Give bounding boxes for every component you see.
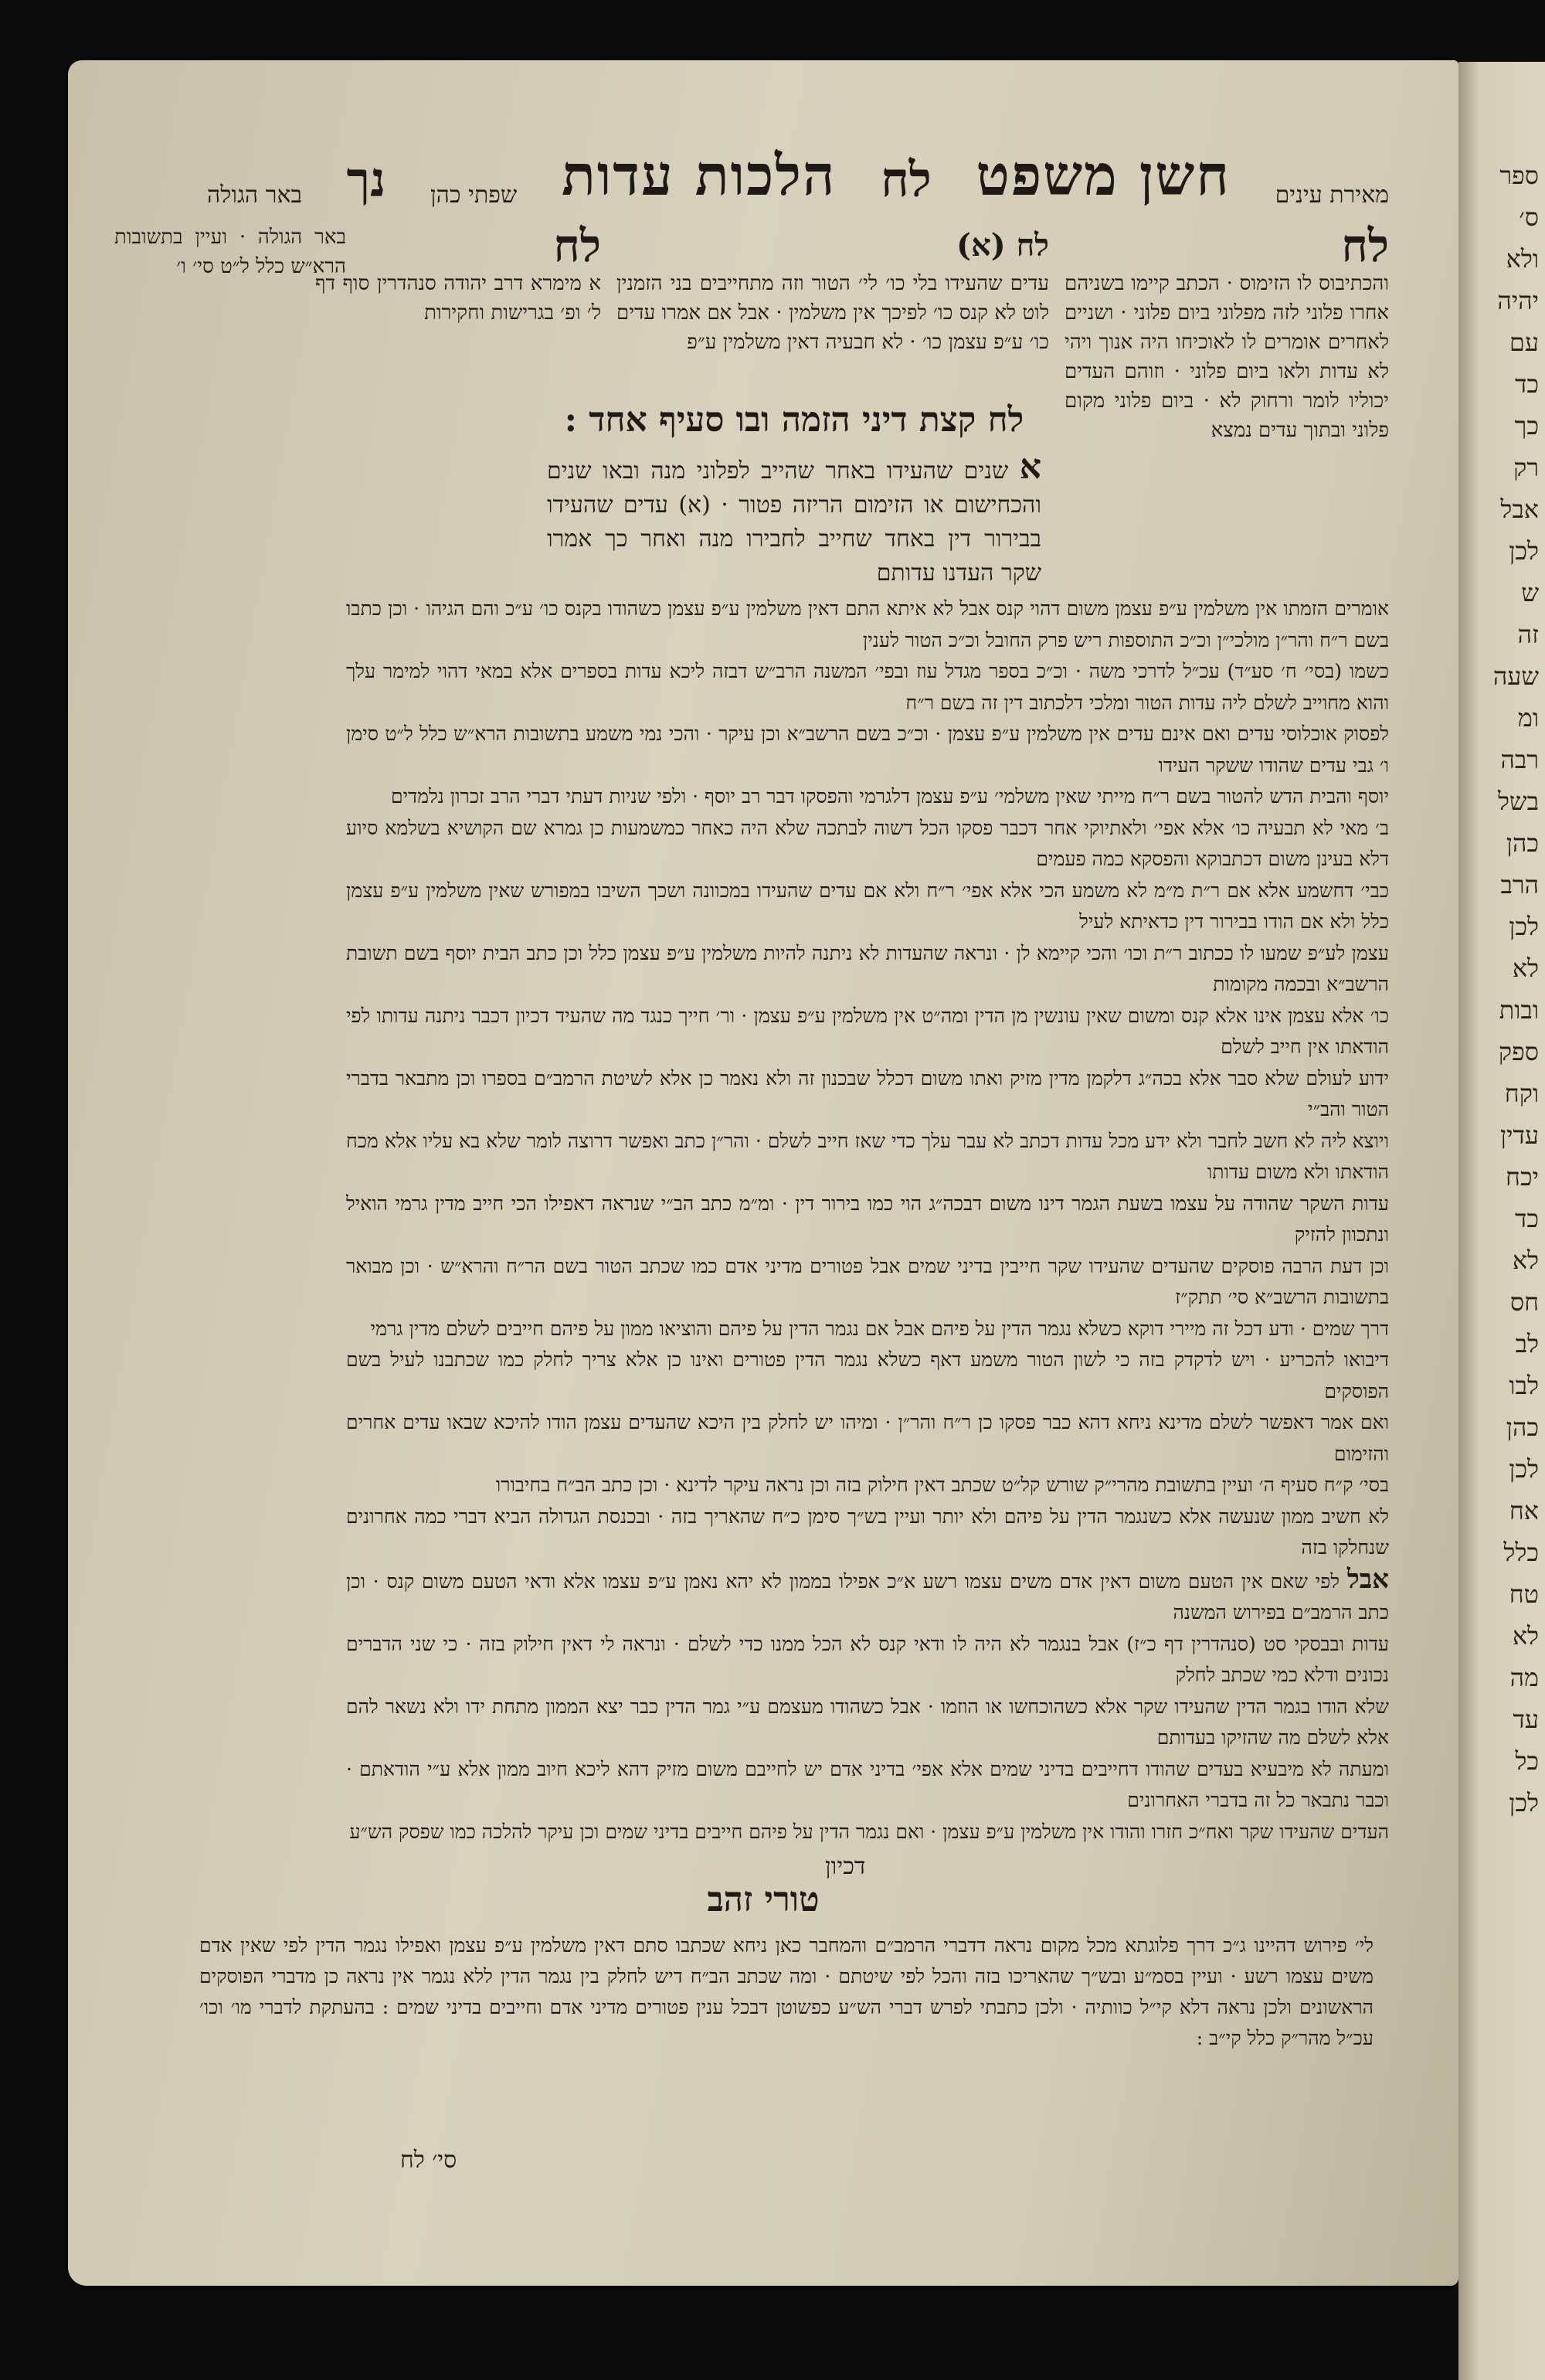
adjacent-page-fragment: לכן (1509, 536, 1539, 566)
main-paragraph: ואם אמר דאפשר לשלם מדינא ניחא דהא כבר פסקו כן ר״ח והר״ן · ומיהו יש לחלק בין היכא שהעדים עצמן הודו להיכא שבאו עדים אחרים והזימום (346, 1411, 1389, 1465)
law-letter: א (1019, 447, 1041, 487)
adjacent-page-fragment: הרב (1500, 870, 1539, 899)
lower-paragraph: עדות ובבסקי סט (סנהדרין דף כ״ז) אבל בנגמר לא היה לו ודאי קנס לא הכל ממנו כדי לשלם · ונראה לי דאין חילוק בזה · כי שני הדברים נכונים ודלא כמי שכתב לחלק (346, 1632, 1389, 1686)
adjacent-page-fragment: לכן (1509, 1454, 1539, 1484)
law-body: שנים שהעידו באחר שהייב לפלוני מנה ובאו שנים והכחישום או הזימום הריזה פטור · (א) עדים שהעידו בבירור דין באחד שחייב לחבירו מנה ואחר כך אמרו שקר העדנו עדותם (547, 457, 1041, 586)
aval-paragraph (346, 1564, 1389, 1629)
adjacent-page-fragment: לכן (1509, 912, 1539, 941)
header-title-main: חשן משפט (976, 142, 1231, 208)
adjacent-page-fragment: לבו (1509, 1371, 1539, 1400)
adjacent-page-fragment: וקח (1504, 1079, 1539, 1108)
taz-end: בהעתקת לדברי מו׳ וכו׳ עכ״ל מהר״ק כלל קי״ב : (199, 1996, 1374, 2049)
adjacent-page-fragment: רק (1513, 453, 1539, 482)
lower-paragraph: ומעתה לא מיבעיא בעדים שהודו דחייבים בדיני שמים אלא אפי׳ בדיני אדם יש לחייבם משום מזיק דהא ליכא חיוב ממון אלא ע״י הודאתם · וכבר נתבאר כל זה בדברי האחרונים (346, 1757, 1389, 1811)
main-paragraph: אומרים הזמתו אין משלמין ע״פ עצמן משום דהוי קנס אבל לא איתא התם דאין משלמין ע״פ עצמן כשהודו בקנס כו׳ ע״כ והם הגיהו · וכן כתבו בשם ר״ח והר״ן מולכי״ן וכ״כ התוספות ריש פרק החובל וכ״כ הטור לענין (346, 597, 1389, 651)
taz-body: לי׳ פירוש דהיינו ג״כ דרך פלוגתא מכל מקום נראה דדברי הרמב״ם והמחבר כאן ניחא שכתבו סתם דאין משלמין ע״פ עצמן ואפילו נגמר הדין לפי שאין אדם משים עצמו רשע · ועיין בסמ״ע ובש״ך שהאריכו בזה והכל לפי שיטתם · ומה שכתב הב״ח דיש לחלק בין נגמר הדין ללא נגמר אין נראה כן מדברי הפוסקים הראשונים ולכן נראה דלא קי״ל כוותיה · ולכן כתבתי לפרש דברי הש״ע כפשוטן דבכל ענין פטורים מדיני אדם וחייבים בדיני שמים : (199, 1934, 1374, 2018)
adjacent-page-fragment: ספר (1499, 161, 1539, 190)
adjacent-page-fragment: כל (1515, 1746, 1539, 1776)
main-paragraph: ויוצא ליה לא חשב לחבר ולא ידע מכל עדות דכתב לא עבר עלך כדי שאז חייב לשלם · והר״ן כתב ואפשר דרוצה לומר שלא בא עליו אלא מכח הודאתו ולא משום עדותו (346, 1129, 1389, 1183)
column-text-far: באר הגולה · ועיין בתשובות הרא״ש כלל ל״ט סי׳ ו׳ (114, 226, 346, 278)
aval-keyword: אבל (1346, 1563, 1389, 1595)
column-shach (616, 223, 1049, 362)
adjacent-page-fragment: יהיה (1497, 286, 1539, 315)
adjacent-page-fragment: ס׳ (1519, 202, 1539, 232)
section-title: לח קצת דיני הזמה ובו סעיף אחד : (564, 400, 1024, 440)
adjacent-page-fragment: אח (1509, 1496, 1539, 1525)
siman-mark-left: לח (553, 219, 601, 272)
main-paragraph: וכן דעת הרבה פוסקים שהעדים שהעידו שקר חייבין בדיני שמים אבל פטורים מדיני אדם כמו שכתב הטור בשם הר״ח והרא״ש · וכן מבואר בתשובות הרשב״א סי׳ תתק״ז (346, 1254, 1389, 1308)
adjacent-page-fragment: ש (1521, 578, 1539, 607)
adjacent-page-fragment: לא (1512, 1621, 1539, 1651)
column-text-left: א מימרא דרב יהודה סנהדרין סוף דף ל׳ ופ׳ בגרישות וחקירות (315, 272, 601, 325)
main-commentary (346, 593, 1389, 1848)
adjacent-page-fragment: כהן (1506, 1413, 1539, 1442)
siman-mark-center: לח (א) (956, 227, 1049, 264)
running-header (207, 124, 1389, 209)
header-siman: לח (881, 151, 932, 208)
adjacent-page-fragment: טח (1509, 1579, 1539, 1609)
adjacent-page-fragment: ספק (1498, 1037, 1539, 1066)
catchword-upper: דכיון (825, 1853, 866, 1880)
adjacent-page-fragment: עם (1509, 328, 1539, 357)
aval-text: לפי שאם אין הטעם משום דאין אדם משים עצמו רשע א״כ אפילו בממון לא יהא נאמן ע״פ עצמו אלא ודאי הטעם משום קנס · וכן כתב הרמב״ם בפירוש המשנה (346, 1569, 1389, 1624)
header-right-label (1275, 182, 1389, 209)
header-meirat-einayim: מאירת עינים (1275, 182, 1389, 209)
adjacent-page-fragment: מה (1509, 1663, 1539, 1692)
main-paragraph: דרך שמים · ודע דכל זה מיירי דוקא כשלא נגמר הדין על פיהם אבל אם נגמר הדין על פיהם והוציאו ממון על פיהם חייבים לשלם מדין גרמי (370, 1317, 1389, 1340)
main-paragraph: כו׳ אלא עצמן אינו אלא קנס ומשום שאין עונשין מן הדין ומה״ט אין משלמין ע״פ עצמן · ור׳ חייך כנגד מה שהעיד דכיון דכבר ניתנה עדותו לפי הודאתו אין חייב לשלם (346, 1004, 1389, 1058)
adjacent-page-fragment: עד (1513, 1705, 1539, 1734)
adjacent-page-edge (1458, 62, 1545, 2380)
main-paragraph: ידוע לעולם שלא סבר אלא בכה״ג דלקמן מדין מזיק ואתו משום דכלל שבכנון זה ולא נאמר כן אלא לשיטת הרמב״ם בספרו וכן מתבאר בדברי הטור והב״י (346, 1066, 1389, 1120)
main-paragraph: בסי׳ ק״ח סעיף ה׳ ועיין בתשובת מהרי״ק שורש קל״ט שכתב דאין חילוק בזה וכן נראה עיקר לדינא · וכן כתב הב״ח בחיבורו (495, 1474, 1389, 1496)
adjacent-page-fragment: רבה (1500, 745, 1539, 774)
main-paragraph: לפסוק אוכלוסי עדים ואם אינם עדים אין משלמין ע״פ עצמן · וכ״כ בשם הרשב״א וכן עיקר · והכי נמי משמע בתשובות הרא״ש כלל ל״ט סימן ו׳ גבי עדים שהודו ששקר העידו (346, 722, 1389, 777)
adjacent-page-fragment: ובות (1499, 995, 1539, 1025)
main-paragraph: כבי׳ דחשמע אלא אם ר״ת מ״מ לא משמע הכי אלא אפי׳ ר״ח ולא אם עדים שהעידו במכוונה ושכך השיבו במפורש שאין משלמין ע״פ עצמן כלל ולא אם הודו בבירור דין כדאיתא לעיל (346, 879, 1389, 933)
main-paragraph: יוסף והבית הדש להטור בשם ר״ח מייתי שאין משלמי׳ ע״פ עצמן דלגרמי והפסקו דבר רב יוסף · ולפי שניות דעתי דברי הרב זכרון נלמדים (391, 785, 1389, 808)
taz-text (199, 1930, 1374, 2054)
adjacent-page-fragment: לב (1515, 1329, 1539, 1358)
adjacent-page-fragment: ומ (1517, 703, 1539, 733)
main-paragraph: עצמן לע״פ שמעו לו ככתוב ר״ת וכו׳ והכי קיימא לן · ונראה שהעדות לא ניתנה להיות משלמין ע״פ עצמן כלל וכן כתב הבית יוסף בשם תשובת הרשב״א ובכמה מקומות (346, 941, 1389, 995)
adjacent-page-fragment: ולא (1506, 244, 1539, 274)
adjacent-page-fragment: לכן (1509, 1788, 1539, 1817)
adjacent-page-fragment: בשל (1497, 787, 1539, 816)
adjacent-page-fragment: כך (1514, 411, 1539, 440)
lower-paragraph: שלא הודו בגמר הדין שהעידו שקר אלא כשהוכחשו או הוזמו · אבל כשהודו מעצמם ע״י גמר הדין כבר יצא הממון מתחת ידו ולא נשאר להם אלא לשלם מה שהזיקו בעדותם (346, 1695, 1389, 1749)
adjacent-page-fragment: חס (1509, 1287, 1539, 1317)
footer-signature: סי׳ לח (400, 2147, 457, 2174)
column-text-right: והכתיבוס לו הזימוס · הכתב קיימו בשניהם אחרו פלוני לזה מפלוני ביום פלוני · ושניים לאחרים אומרים לו לאוכיחו היה אנוך ויהי לא עדות ולאו ביום פלוני · וזוהם העדים יכוליו לומר ורחוק לא · ביום פלוני מקום פלוני ובתוך עדים נמצא (1065, 272, 1389, 442)
header-halachot: הלכות עדות (561, 142, 837, 208)
column-text-center: עדים שהעידו בלי כו׳ לי׳ הטור וזה מתחייבים בני הזמנין לוט לא קנס כו׳ לפיכך אין משלמין · אבל אם אמרו עדים כו׳ ע״פ עצמן כו׳ · לא חבעיה דאין משלמין ע״פ (616, 272, 1049, 354)
lower-paragraph: העדים שהעידו שקר ואח״כ חזרו והודו אין משלמין ע״פ עצמן · ואם נגמר הדין על פיהם חייבים בדיני שמים וכן עיקר להלכה כמו שפסק הש״ע (349, 1820, 1389, 1843)
adjacent-page-fragment: אבל (1500, 495, 1539, 524)
adjacent-page-fragment: יכח (1506, 1162, 1539, 1192)
main-paragraph: לא חשיב ממון שנעשה אלא כשנגמר הדין על פיהם ולא יותר ועיין בש״ך סימן כ״ח שהאריך בזה · ובכנסת הגדולה הביא דברי כמה אחרונים שנחלקו בזה (346, 1504, 1389, 1559)
adjacent-page-fragment: שעה (1492, 661, 1539, 691)
siman-mark-right: לח (1341, 219, 1389, 272)
book-page (68, 60, 1458, 2286)
adjacent-page-fragment: זה (1517, 620, 1539, 649)
adjacent-page-fragment: לא (1512, 954, 1539, 983)
main-paragraph: ב׳ מאי לא תבעיה כו׳ אלא אפי׳ ולאתיוקי אחר דכבר פסקו הכל דשוה לבתכה שלא היה כאחר כמשמעות כן גמרא שם הקושיא בשלמא סיוע דלא בעינן משום דכתבוקא והפסקא כמה פעמים (346, 816, 1389, 870)
adjacent-page-fragment: כהן (1506, 828, 1539, 858)
header-page-number: נך (346, 151, 386, 208)
main-paragraph: דיבואו להכריע · ויש לדקדק בזה כי לשון הטור משמע דאף כשלא נגמר הדין פטורים ואינו כן אלא צריך לחלק כמו שכתבנו לעיל בשם הפוסקים (346, 1348, 1389, 1402)
law-text (547, 447, 1041, 590)
adjacent-page-fragment: לא (1512, 1246, 1539, 1275)
main-paragraph: עדות השקר שהודה על עצמו בשעת הגמר דינו משום דבכה״ג הוי כמו בירור דין · ומ״מ כתב הב״י שנראה דאפילו הכי חייב מדין גרמי הואיל ונתכוון להזיק (346, 1192, 1389, 1246)
header-shach: שפתי כהן (430, 182, 518, 209)
adjacent-page-fragment: כלל (1503, 1538, 1539, 1567)
adjacent-page-fragment: כד (1514, 1204, 1539, 1233)
main-paragraph: כשמו (בסי׳ ח׳ סע״ד) עכ״ל לדרכי משה · וכ״כ בספר מגדל עוז ובפי׳ המשנה הרב״ש דבזה ליכא עדות בספרים אלא במאי דהוי למימר עלך והוא מחוייב לשלם ליה עדות הטור ומלכי דלכתוב דין זה בשם ר״ח (346, 660, 1389, 714)
adjacent-page-fragment: עדין (1499, 1120, 1539, 1150)
column-meirat-einayim (1065, 219, 1389, 450)
taz-title: טורי זהב (707, 1880, 820, 1919)
adjacent-page-fragment: כד (1514, 369, 1539, 399)
column-left-commentary (315, 219, 601, 332)
header-left-label: באר הגולה (207, 182, 302, 209)
column-beer-hagolah (114, 223, 346, 286)
